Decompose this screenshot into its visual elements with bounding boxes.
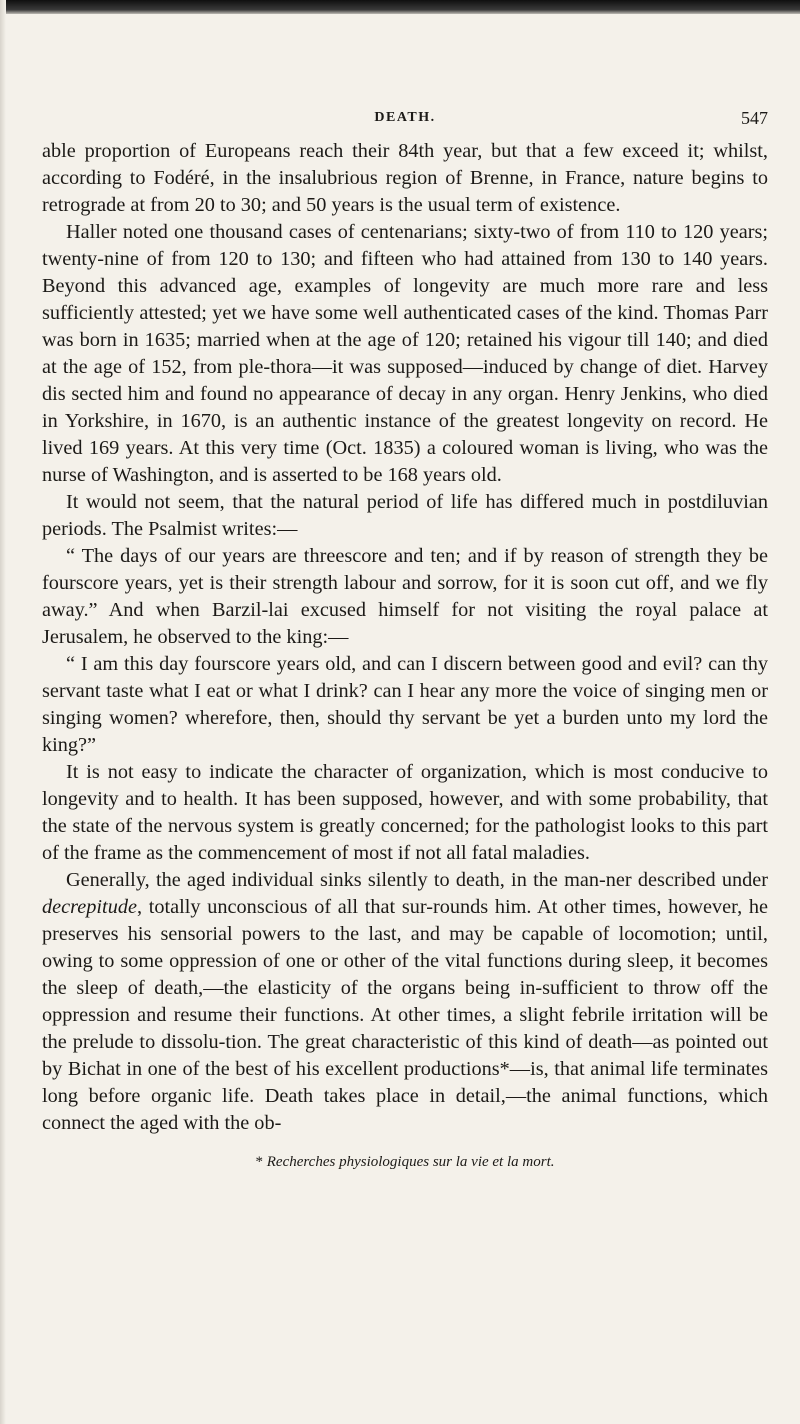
paragraph-haller: Haller noted one thousand cases of centenarians; sixty-two of from 110 to 120 years; twenty-nine of from 120 to 130; and fifteen who had attained from 130 to 140 years. Beyond this advanced age, examples of longevity are much more rare and less sufficiently attested; yet we have some well authenticated cases of the kind. Thomas Parr was born in 1635; married when at the age of 120; retained his vigour till 140; and died at the age of 152, from ple-thora—it was supposed—induced by change of diet. Harvey dis sected him and found no appearance of decay in any organ. Henry Jenkins, who died in Yorkshire, in 1670, is an authentic instance of the greatest longevity on record. He lived 169 years. At this very time (Oct. 1835) a coloured woman is living, who was the nurse of Washington, and is asserted to be 168 years old. xyxy=(42,221,768,486)
paragraph-natural-period: It would not seem, that the natural period of life has differed much in postdiluvian periods. The Psalmist writes:— xyxy=(42,491,768,540)
scan-top-edge xyxy=(0,0,800,14)
body-text xyxy=(42,138,768,1137)
paragraph-organization: It is not easy to indicate the character of organization, which is most conducive to longevity and to health. It has been supposed, however, and with some probability, that the state of the nervous system is greatly concerned; for the pathologist looks to this part of the frame as the commencement of most if not all fatal maladies. xyxy=(42,761,768,864)
paragraph-continuation: able proportion of Europeans reach their 84th year, but that a few exceed it; whilst, according to Fodéré, in the insalubrious region of Brenne, in France, nature begins to retrograde at from 20 to 30; and 50 years is the usual term of existence. xyxy=(42,140,768,216)
page-header xyxy=(42,108,768,138)
footnote xyxy=(42,1154,768,1171)
book-page xyxy=(42,108,768,1171)
running-head: DEATH. xyxy=(374,110,436,125)
footnote-mark: * xyxy=(255,1154,264,1170)
paragraph-aged-death: Generally, the aged individual sinks silently to death, in the man-ner described under decrepitude, totally unconscious of all that sur-rounds him. At other times, however, he preserves his sensorial powers to the last, and may be capable of locomotion; until, owing to some oppression of one or other of the vital functions during sleep, it becomes the sleep of death,—the elasticity of the organs being in-sufficient to throw off the oppression and resume their functions. At other times, a slight febrile irritation will be the prelude to dissolu-tion. The great characteristic of this kind of death—as pointed out by Bichat in one of the best of his excellent productions*—is, that animal life terminates long before organic life. Death takes place in detail,—the animal functions, which connect the aged with the ob- xyxy=(42,869,768,1134)
italic-term: decrepitude xyxy=(42,896,137,918)
page-number: 547 xyxy=(741,108,768,128)
footnote-text: Recherches physiologiques sur la vie et la mort. xyxy=(266,1154,555,1170)
paragraph-barzillai-quote: “ I am this day fourscore years old, and can I discern between good and evil? can thy servant taste what I eat or what I drink? can I hear any more the voice of singing men or singing women? wherefore, then, should thy servant be yet a burden unto my lord the king?” xyxy=(42,653,768,756)
scan-left-edge xyxy=(0,0,6,1424)
paragraph-psalmist-quote: “ The days of our years are threescore and ten; and if by reason of strength they be fourscore years, yet is their strength labour and sorrow, for it is soon cut off, and we fly away.” And when Barzil-lai excused himself for not visiting the royal palace at Jerusalem, he observed to the king:— xyxy=(42,545,768,648)
